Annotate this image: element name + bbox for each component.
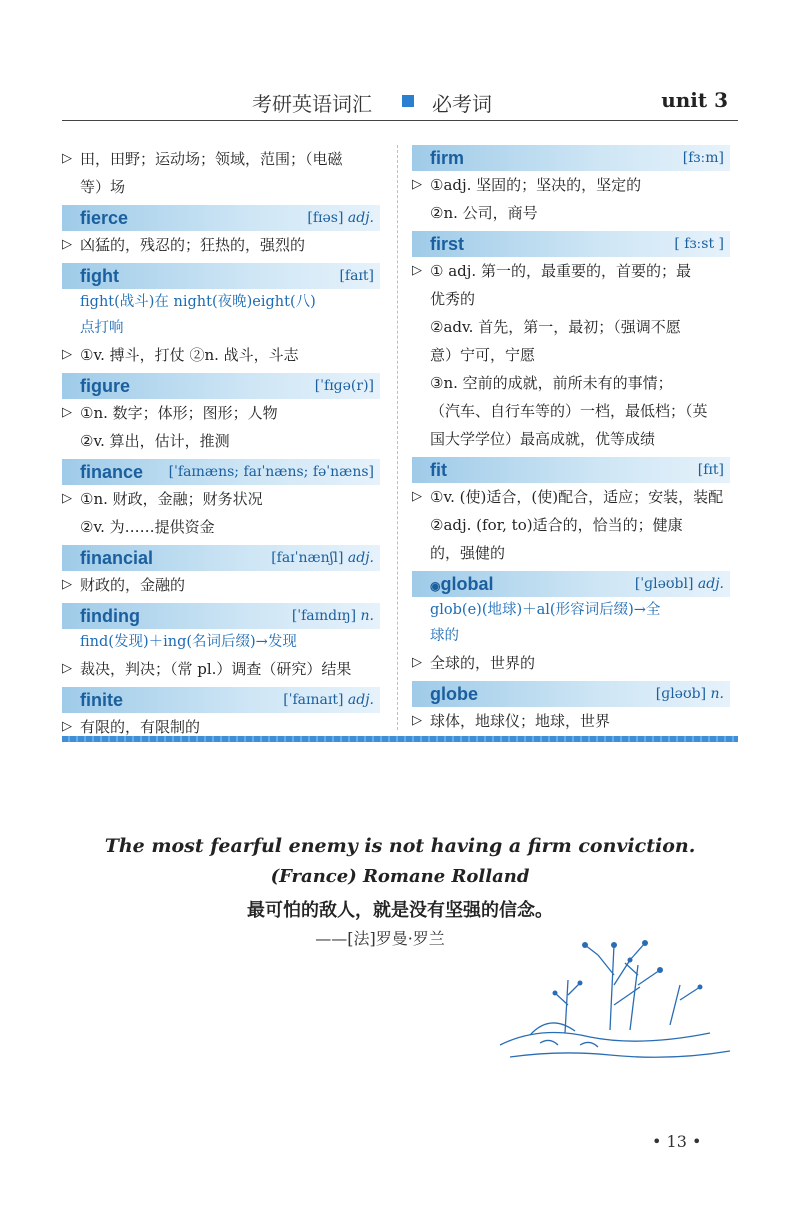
entry-header-fit [412,457,730,483]
entry-header-figure [62,373,380,399]
phonetic: [ɡləʊb] n. [655,686,724,702]
definition-line: 意）宁可，宁愿 [430,346,536,364]
definition-line: ▷ ①n. 数字；体形；图形；人物 [62,399,380,427]
entry-header-globe [412,681,730,707]
quote-chinese: 最可怕的敌人，就是没有坚强的信念。 [247,900,553,921]
definition-line: ▷ 裁决，判决；（常 pl.）调查（研究）结果 [62,655,380,683]
right-column [412,145,730,735]
entry-header-fight [62,263,380,289]
definition-line: ②adv. 首先，第一，最初；（强调不愿 [430,318,681,336]
definition-line: ▷ ① adj. 第一的，最重要的，首要的；最 [412,257,730,285]
entry-header-finance [62,459,380,485]
book-title: 考研英语词汇 [252,92,372,116]
phonetic: [ˈfaɪnaɪt] adj. [283,692,374,708]
phonetic: [faɪˈnænʃl] adj. [271,550,374,566]
definition-line: ▷ 田，田野；运动场；领域，范围；（电磁 [62,145,380,173]
quote-english: The most fearful enemy is not having a firm conviction. [104,835,696,857]
headword: figure [80,375,131,396]
headword: financial [80,547,154,568]
entry-header-finding [62,603,380,629]
definition-line: ②v. 算出，估计，推测 [80,432,230,450]
definition-line: ▷ ①v. 搏斗，打仗 ②n. 战斗，斗志 [62,341,380,369]
definition-line: ③n. 空前的成就，前所未有的事情； [430,374,673,392]
left-column [62,145,380,741]
definition-line: ▷ ①adj. 坚固的；坚决的，坚定的 [412,171,730,199]
memory-tip: 点打响 [80,320,124,336]
column-divider [397,145,398,730]
definition-line: 国大学学位）最高成就，优等成绩 [430,430,656,448]
unit-label: unit 3 [661,88,728,112]
phonetic: [faɪt] [339,268,374,284]
definition-line: ▷ 凶猛的，残忍的；狂热的，强烈的 [62,231,380,259]
headword: first [430,233,465,254]
definition-line: ②n. 公司，商号 [430,204,538,222]
headword: finding [80,605,140,626]
definition-line: ▷ ①n. 财政，金融；财务状况 [62,485,380,513]
entry-header-global [412,571,730,597]
definition-line: ▷ ①v. (使)适合，(使)配合，适应；安装，装配 [412,483,730,511]
definition-line: 的，强健的 [430,544,506,562]
memory-tip: 球的 [430,628,459,644]
quote-author-english: (France) Romane Rolland [270,866,530,887]
phonetic: [ fɜːst ] [674,236,724,252]
headword: ◉global [430,573,494,594]
entry-header-fierce [62,205,380,231]
definition-line: （汽车、自行车等的）一档，最低档；（英 [430,402,708,420]
headword: globe [430,683,478,704]
headword: fit [430,459,447,480]
definition-line: ▷ 全球的，世界的 [412,649,730,677]
page-header [62,82,738,121]
definition-line: ②adj. (for, to)适合的，恰当的；健康 [430,516,683,534]
entry-header-first [412,231,730,257]
bullseye-icon: ◉ [430,578,441,593]
page-number: • 13 • [652,1132,702,1151]
phonetic: [ˈfaɪnæns; faɪˈnæns; fəˈnæns] [168,464,374,480]
definition-line: 优秀的 [430,290,476,308]
entry-header-financial [62,545,380,571]
headword: firm [430,147,465,168]
square-bullet-icon [402,95,414,107]
bottom-decorative-bar [62,736,738,742]
memory-tip: glob(e)(地球)＋al(形容词后缀)→全 [430,602,661,618]
memory-tip: find(发现)＋ing(名词后缀)→发现 [80,634,297,650]
entry-header-finite [62,687,380,713]
quote-author-chinese: ——[法]罗曼·罗兰 [315,929,445,948]
definition-line: ▷ 有限的，有限制的 [62,713,380,741]
phonetic: [fɜːm] [682,150,724,166]
phonetic: [ˈfɪɡə(r)] [314,378,374,394]
phonetic: [fɪt] [697,462,724,478]
definition-line: 等）场 [80,178,126,196]
section-title: 必考词 [432,92,492,116]
headword: fierce [80,207,129,228]
headword: fight [80,265,119,286]
phonetic: [fɪəs] adj. [307,210,374,226]
headword: finite [80,689,123,710]
definition-line: ②v. 为……提供资金 [80,518,215,536]
entry-header-firm [412,145,730,171]
definition-line: ▷ 球体，地球仪；地球，世界 [412,707,730,735]
phonetic: [ˈfaɪndɪŋ] n. [291,608,374,624]
landscape-illustration-icon [480,925,750,1075]
phonetic: [ˈɡləʊbl] adj. [634,576,724,592]
definition-line: ▷ 财政的，金融的 [62,571,380,599]
headword: finance [80,461,144,482]
memory-tip: fight(战斗)在 night(夜晚)eight(八) [80,294,316,310]
